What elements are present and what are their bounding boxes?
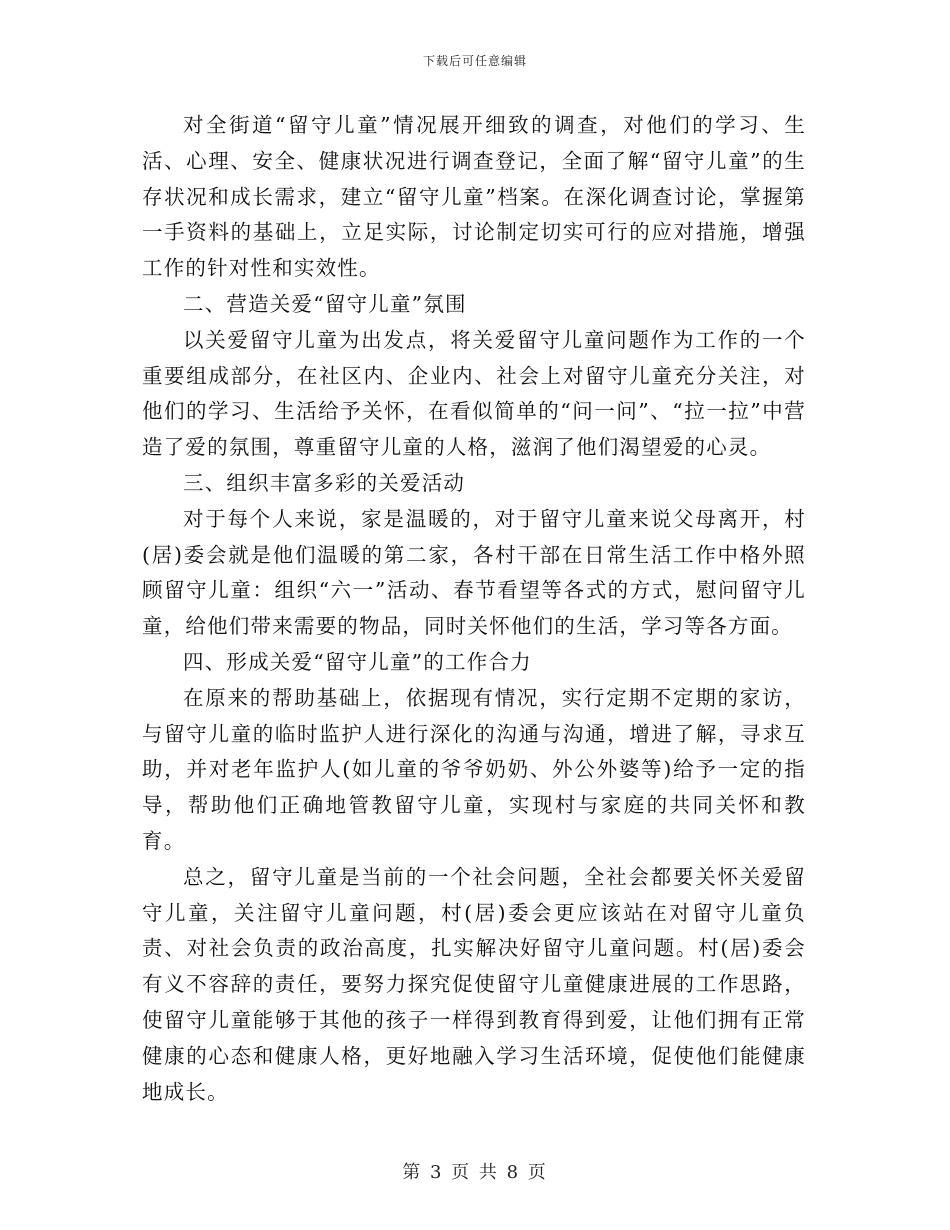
paragraph-activities: 对于每个人来说，家是温暖的，对于留守儿童来说父母离开，村(居)委会就是他们温暖的第二家，各村干部在日常生活工作中格外照顾留守儿童：组织“六一”活动、春节看望等各式的方式，慰问留守儿童，给他们带来需要的物品，同时关怀他们的生活，学习等各方面。 xyxy=(142,506,806,639)
page-header: 下载后可任意编辑 xyxy=(422,54,527,68)
paragraph-survey: 对全街道“留守儿童”情况展开细致的调查，对他们的学习、生活、心理、安全、健康状况进行调查登记，全面了解“留守儿童”的生存状况和成长需求，建立“留守儿童”档案。在深化调查讨论，掌握第一手资料的基础上，立足实际，讨论制定切实可行的应对措施，增强工作的针对性和实效性。 xyxy=(142,113,806,281)
section-heading-activities: 三、组织丰富多彩的关爱活动 xyxy=(183,470,466,495)
page-number-footer: 第 3 页 共 8 页 xyxy=(402,1162,548,1183)
document-body xyxy=(142,108,806,1110)
paragraph-joint-effort: 在原来的帮助基础上，依据现有情况，实行定期不定期的家访，与留守儿童的临时监护人进行深化的沟通与沟通，增进了解，寻求互助，并对老年监护人(如儿童的爷爷奶奶、外公外婆等)给予一定的指导，帮助他们正确地管教留守儿童，实现村与家庭的共同关怀和教育。 xyxy=(142,685,806,853)
section-heading-joint-effort: 四、形成关爱“留守儿童”的工作合力 xyxy=(183,649,532,674)
section-heading-atmosphere: 二、营造关爱“留守儿童”氛围 xyxy=(183,291,467,316)
paragraph-conclusion: 总之，留守儿童是当前的一个社会问题，全社会都要关怀关爱留守儿童，关注留守儿童问题，村(居)委会更应该站在对留守儿童负责、对社会负责的政治高度，扎实解决好留守儿童问题。村(居)委会有义不容辞的责任，要努力探究促使留守儿童健康进展的工作思路，使留守儿童能够于其他的孩子一样得到教育得到爱，让他们拥有正常健康的心态和健康人格，更好地融入学习生活环境，促使他们能健康地成长。 xyxy=(142,864,806,1104)
paragraph-atmosphere: 以关爱留守儿童为出发点，将关爱留守儿童问题作为工作的一个重要组成部分，在社区内、企业内、社会上对留守儿童充分关注，对他们的学习、生活给予关怀，在看似简单的“问一问”、“拉一拉”中营造了爱的氛围，尊重留守儿童的人格，滋润了他们渴望爱的心灵。 xyxy=(142,327,806,460)
